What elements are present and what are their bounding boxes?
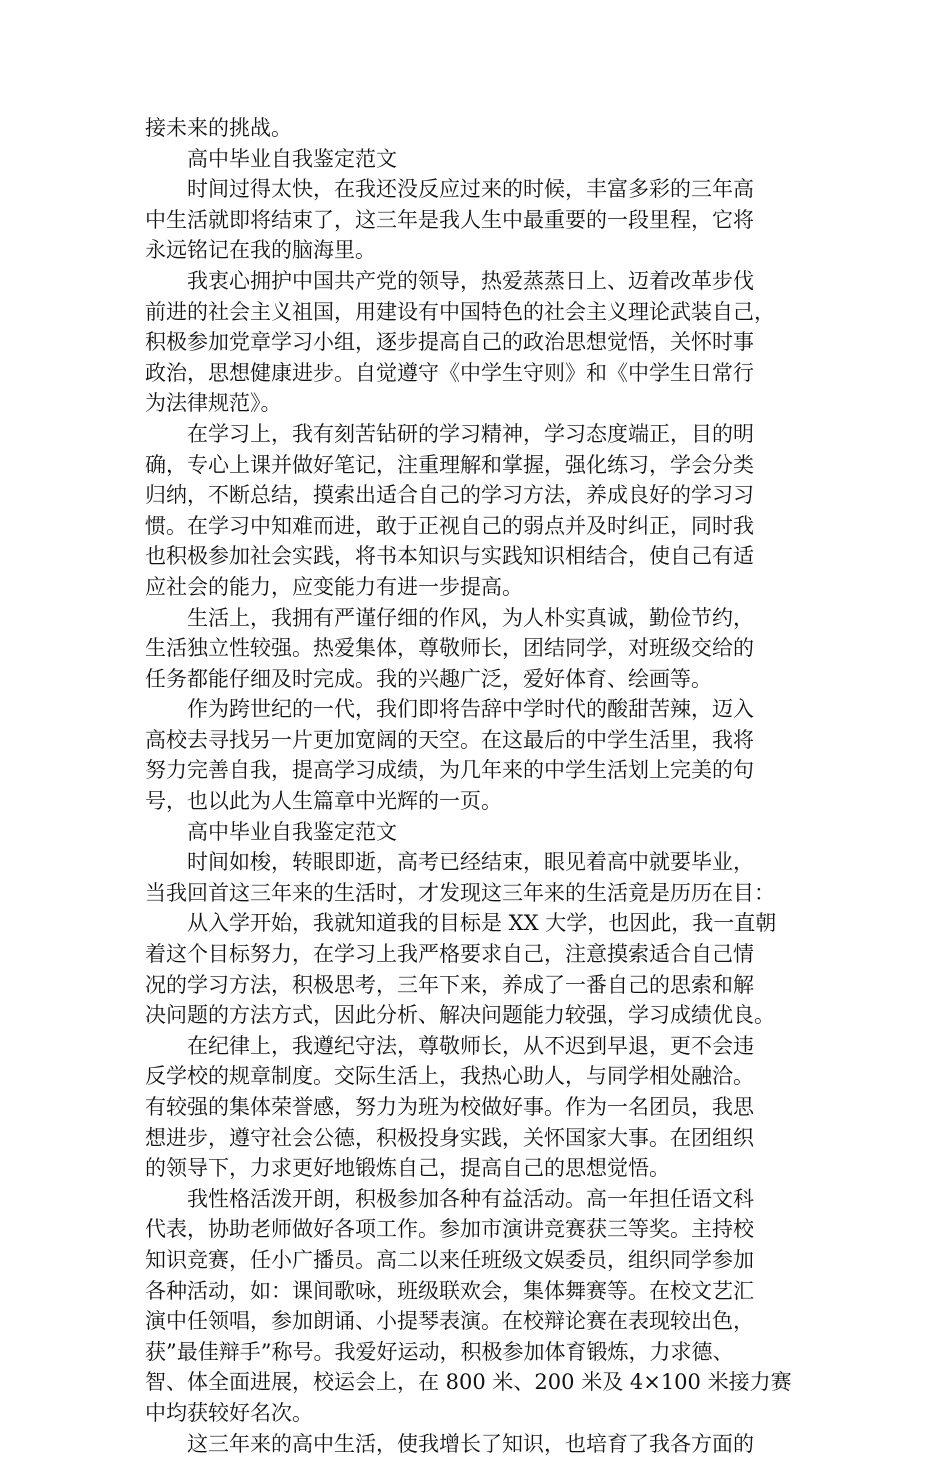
paragraph-line: 积极参加党章学习小组，逐步提高自己的政治思想觉悟，关怀时事 [145, 330, 754, 355]
paragraph-first-line: 在学习上，我有刻苦钻研的学习精神，学习态度端正，目的明 [187, 421, 754, 446]
paragraph-line: 永远铭记在我的脑海里。 [145, 238, 376, 263]
paragraph-line: 中生活就即将结束了，这三年是我人生中最重要的一段里程，它将 [145, 207, 754, 232]
paragraph-line: 努力完善自我，提高学习成绩，为几年来的中学生活划上完美的句 [145, 758, 754, 783]
paragraph-line: 的领导下，力求更好地锻炼自己，提高自己的思想觉悟。 [145, 1156, 670, 1181]
paragraph-line: 为法律规范》。 [145, 391, 282, 416]
paragraph-line: 生活独立性较强。热爱集体，尊敬师长，团结同学，对班级交给的 [145, 636, 754, 661]
paragraph-first-line: 高中毕业自我鉴定范文 [187, 819, 397, 844]
document-body [145, 113, 825, 1459]
paragraph-line: 惯。在学习中知难而进，敢于正视自己的弱点并及时纠正，同时我 [145, 513, 754, 538]
paragraph-first-line: 作为跨世纪的一代，我们即将告辞中学时代的酸甜苦辣，迈入 [187, 697, 754, 722]
paragraph-line: 号，也以此为人生篇章中光辉的一页。 [145, 789, 502, 814]
paragraph-first-line: 在纪律上，我遵纪守法，尊敬师长，从不迟到早退，更不会违 [187, 1033, 754, 1058]
paragraph-line: 中均获较好名次。 [145, 1400, 313, 1425]
paragraph-line: 高校去寻找另一片更加宽阔的天空。在这最后的中学生活里，我将 [145, 727, 754, 752]
paragraph-line: 演中任领唱，参加朗诵、小提琴表演。在校辩论赛在表现较出色， [145, 1309, 754, 1334]
paragraph-first-line: 我性格活泼开朗，积极参加各种有益活动。高一年担任语文科 [187, 1186, 754, 1211]
paragraph-line: 代表，协助老师做好各项工作。参加市演讲竞赛获三等奖。主持校 [145, 1217, 754, 1242]
paragraph-line: 任务都能仔细及时完成。我的兴趣广泛，爱好体育、绘画等。 [145, 666, 712, 691]
paragraph-first-line: 时间如梭，转眼即逝，高考已经结束，眼见着高中就要毕业， [187, 850, 754, 875]
paragraph-line: 获”最佳辩手”称号。我爱好运动，积极参加体育锻炼，力求德、 [145, 1339, 734, 1364]
paragraph-line: 有较强的集体荣誉感，努力为班为校做好事。作为一名团员，我思 [145, 1095, 754, 1119]
paragraph-first-line: 从入学开始，我就知道我的目标是 XX 大学，也因此，我一直朝 [187, 911, 777, 936]
paragraph-line: 归纳，不断总结，摸索出适合自己的学习方法，养成良好的学习习 [145, 483, 754, 508]
paragraph-line: 也积极参加社会实践，将书本知识与实践知识相结合，使自己有适 [145, 544, 754, 569]
paragraph-first-line: 生活上，我拥有严谨仔细的作风，为人朴实真诚，勤俭节约， [187, 605, 754, 630]
paragraph-line: 智、体全面进展，校运会上，在 800 米、200 米及 4×100 米接力赛 [145, 1370, 792, 1395]
paragraph-line: 当我回首这三年来的生活时，才发现这三年来的生活竟是历历在目： [145, 880, 775, 905]
paragraph-line: 着这个目标努力，在学习上我严格要求自己，注意摸索适合自己情 [145, 942, 754, 967]
paragraph-line: 确，专心上课并做好笔记，注重理解和掌握，强化练习，学会分类 [145, 452, 754, 477]
paragraph-line: 应社会的能力，应变能力有进一步提高。 [145, 574, 523, 599]
paragraph-line: 政治，思想健康进步。自觉遵守《中学生守则》和《中学生日常行 [145, 360, 754, 385]
paragraph-line: 接未来的挑战。 [145, 116, 292, 140]
paragraph-line: 知识竞赛，任小广播员。高二以来任班级文娱委员，组织同学参加 [145, 1247, 754, 1272]
paragraph-line: 反学校的规章制度。交际生活上，我热心助人，与同学相处融洽。 [145, 1064, 754, 1089]
paragraph-first-line: 时间过得太快，在我还没反应过来的时候，丰富多彩的三年高 [187, 177, 754, 202]
paragraph-line: 况的学习方法，积极思考，三年下来，养成了一番自己的思索和解 [145, 972, 754, 997]
paragraph-line: 想进步，遵守社会公德，积极投身实践，关怀国家大事。在团组织 [145, 1125, 754, 1150]
paragraph-line: 各种活动，如：课间歌咏，班级联欢会，集体舞赛等。在校文艺汇 [145, 1278, 754, 1303]
paragraph-first-line: 高中毕业自我鉴定范文 [187, 146, 397, 171]
paragraph-first-line: 这三年来的高中生活，使我增长了知识，也培育了我各方面的 [187, 1431, 754, 1456]
paragraph-line: 前进的社会主义祖国，用建设有中国特色的社会主义理论武装自己， [145, 299, 775, 324]
paragraph-first-line: 我衷心拥护中国共产党的领导，热爱蒸蒸日上、迈着改革步伐 [187, 268, 754, 293]
paragraph-line: 决问题的方法方式，因此分析、解决问题能力较强，学习成绩优良。 [145, 1003, 775, 1028]
